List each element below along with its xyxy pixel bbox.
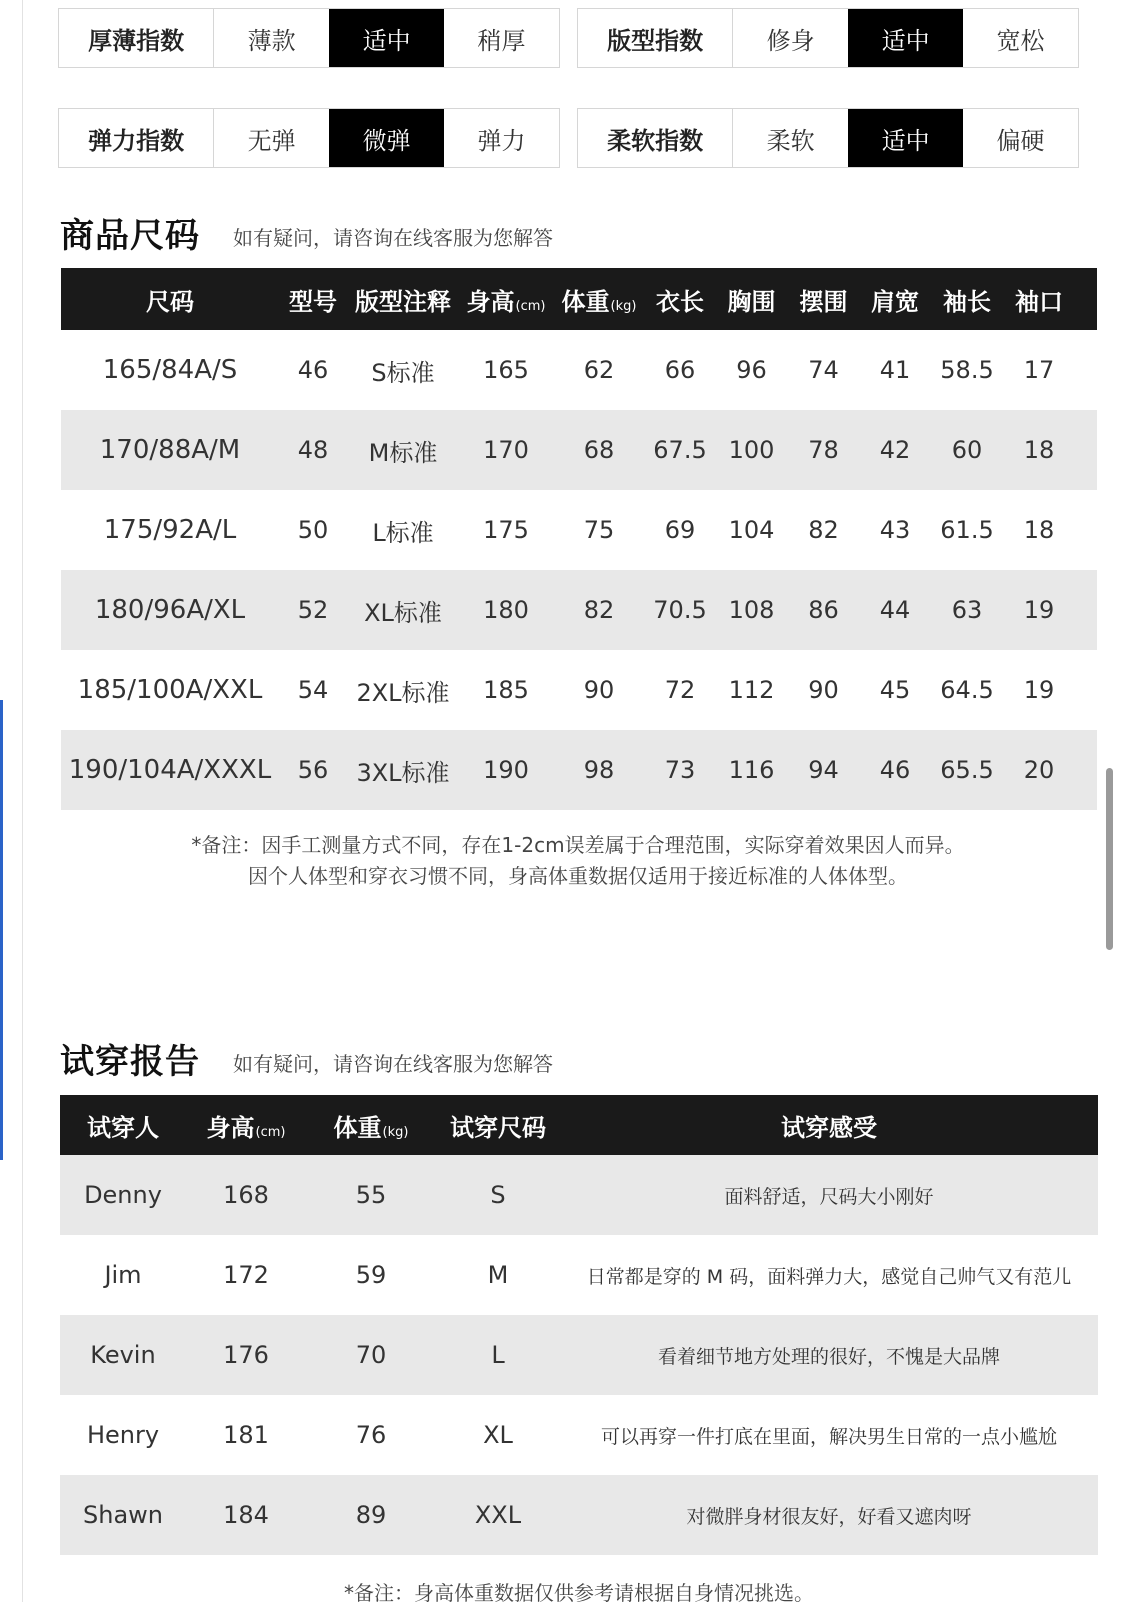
try-table bbox=[60, 1095, 1098, 1555]
size-table-cell: 19 bbox=[1023, 676, 1055, 704]
page-left-accent bbox=[0, 700, 3, 1160]
try-table-cell: Kevin bbox=[90, 1341, 156, 1369]
attr-group-thickness bbox=[58, 8, 560, 68]
try-table-cell: Denny bbox=[84, 1181, 162, 1209]
size-table-cell: 43 bbox=[879, 516, 911, 544]
try-table-cell: 172 bbox=[223, 1261, 269, 1289]
try-header-cell: 试穿尺码 bbox=[450, 1113, 546, 1142]
size-table-cell: 175 bbox=[483, 516, 529, 544]
size-header-cell: 版型注释 bbox=[355, 287, 451, 316]
size-table-cell: 52 bbox=[297, 596, 329, 624]
size-note-line-1: *备注：因手工测量方式不同，存在1-2cm误差属于合理范围，实际穿着效果因人而异。 bbox=[191, 833, 965, 857]
size-table-cell: 46 bbox=[297, 356, 329, 384]
size-table-row bbox=[61, 330, 1097, 410]
size-table-cell: 175/92A/L bbox=[103, 515, 237, 545]
size-table-cell: 19 bbox=[1023, 596, 1055, 624]
attr-group-softness bbox=[577, 108, 1079, 168]
size-table-cell: 170/88A/M bbox=[99, 435, 241, 465]
size-table-cell: 190/104A/XXXL bbox=[68, 755, 272, 785]
attr-option-stiff: 偏硬 bbox=[996, 126, 1045, 155]
size-section-subtitle: 如有疑问，请咨询在线客服为您解答 bbox=[233, 226, 553, 250]
try-table-cell: 76 bbox=[355, 1421, 387, 1449]
try-table-cell: 70 bbox=[355, 1341, 387, 1369]
size-table-cell: S标准 bbox=[371, 358, 435, 387]
try-feedback-cell: 面料舒适，尺码大小刚好 bbox=[724, 1185, 934, 1208]
try-header-cell: 试穿人 bbox=[87, 1113, 159, 1142]
try-feedback-cell: 可以再穿一件打底在里面，解决男生日常的一点小尴尬 bbox=[600, 1425, 1057, 1448]
size-table-cell: M标准 bbox=[368, 438, 438, 467]
size-table-cell: 82 bbox=[808, 516, 839, 544]
try-table-cell: 89 bbox=[355, 1501, 387, 1529]
size-table-row bbox=[61, 410, 1097, 490]
attr-option-slight-stretch: 微弹 bbox=[329, 109, 444, 167]
try-table-row bbox=[60, 1395, 1098, 1475]
size-table-cell: 61.5 bbox=[940, 516, 994, 544]
size-table-cell: 74 bbox=[808, 356, 839, 384]
size-table-cell: 94 bbox=[808, 756, 839, 784]
size-table-cell: 108 bbox=[728, 596, 775, 624]
attr-group-elasticity bbox=[58, 108, 560, 168]
size-table-cell: 90 bbox=[808, 676, 839, 704]
size-table-cell: 170 bbox=[483, 436, 529, 464]
size-header-cell: 袖口 bbox=[1015, 287, 1063, 316]
size-table-cell: XL标准 bbox=[364, 598, 442, 627]
attr-option-thin: 薄款 bbox=[247, 26, 296, 55]
size-table-cell: 98 bbox=[583, 756, 615, 784]
size-table-cell: 18 bbox=[1023, 436, 1055, 464]
attr-group-fit bbox=[577, 8, 1079, 68]
size-section-title: 商品尺码 bbox=[60, 216, 200, 256]
try-table-cell: Jim bbox=[104, 1261, 142, 1289]
size-table-cell: 63 bbox=[951, 596, 983, 624]
size-table-cell: 104 bbox=[728, 516, 775, 544]
size-table-cell: 60 bbox=[951, 436, 983, 464]
attr-option-no-stretch: 无弹 bbox=[247, 126, 296, 155]
try-table-header bbox=[60, 1095, 1098, 1155]
size-table-cell: 72 bbox=[664, 676, 696, 704]
size-table-cell: 185 bbox=[483, 676, 529, 704]
size-header-cell: 肩宽 bbox=[871, 287, 919, 316]
try-table-cell: 184 bbox=[223, 1501, 269, 1529]
size-table-cell: 3XL标准 bbox=[356, 758, 450, 787]
size-table-cell: 58.5 bbox=[940, 356, 994, 384]
size-table-header bbox=[61, 268, 1097, 330]
size-table-cell: 48 bbox=[297, 436, 329, 464]
try-section-title: 试穿报告 bbox=[60, 1042, 200, 1082]
size-table-cell: 180/96A/XL bbox=[94, 595, 246, 625]
try-table-cell: 181 bbox=[223, 1421, 269, 1449]
try-header-cell: 身高 (cm) bbox=[206, 1113, 286, 1142]
try-table-cell: XL bbox=[483, 1421, 513, 1449]
size-table-cell: 86 bbox=[808, 596, 839, 624]
try-header-cell: 试穿感受 bbox=[781, 1113, 877, 1142]
size-table-cell: 45 bbox=[879, 676, 911, 704]
try-feedback-cell: 看着细节地方处理的很好，不愧是大品牌 bbox=[657, 1345, 1000, 1368]
size-header-cell: 衣长 bbox=[656, 287, 704, 316]
attr-option-thick: 稍厚 bbox=[477, 26, 526, 55]
size-table-cell: 82 bbox=[583, 596, 615, 624]
size-table-cell: 190 bbox=[483, 756, 529, 784]
size-table-row bbox=[61, 650, 1097, 730]
size-table-cell: 54 bbox=[297, 676, 329, 704]
size-table-cell: 50 bbox=[297, 516, 329, 544]
try-table-cell: M bbox=[487, 1261, 509, 1289]
size-header-cell: 尺码 bbox=[146, 287, 194, 316]
size-table-cell: 62 bbox=[583, 356, 615, 384]
attr-option-medium-thickness: 适中 bbox=[329, 9, 444, 67]
try-section-subtitle: 如有疑问，请咨询在线客服为您解答 bbox=[233, 1052, 553, 1076]
size-header-cell: 型号 bbox=[289, 287, 337, 316]
size-table-cell: 116 bbox=[728, 756, 775, 784]
size-table-cell: 165/84A/S bbox=[102, 355, 238, 385]
attr-label-elasticity: 弹力指数 bbox=[59, 109, 214, 167]
size-note-line-2: 因个人体型和穿衣习惯不同，身高体重数据仅适用于接近标准的人体体型。 bbox=[248, 864, 908, 888]
try-table-row bbox=[60, 1155, 1098, 1235]
size-table-cell: 46 bbox=[879, 756, 911, 784]
try-table-cell: 59 bbox=[355, 1261, 387, 1289]
size-table-cell: 64.5 bbox=[940, 676, 994, 704]
attr-label-thickness: 厚薄指数 bbox=[59, 9, 214, 67]
size-header-cell: 体重 (kg) bbox=[561, 287, 637, 316]
size-table-cell: 185/100A/XXL bbox=[77, 675, 263, 705]
try-table-cell: XXL bbox=[474, 1501, 522, 1529]
try-table-row bbox=[60, 1235, 1098, 1315]
try-table-body bbox=[60, 1155, 1098, 1555]
size-header-cell: 摆围 bbox=[799, 287, 848, 316]
attr-option-loose: 宽松 bbox=[996, 26, 1045, 55]
try-table-cell: L bbox=[491, 1341, 505, 1369]
size-table-cell: 70.5 bbox=[653, 596, 707, 624]
size-table-cell: 17 bbox=[1023, 356, 1055, 384]
size-table-cell: 68 bbox=[583, 436, 615, 464]
size-table-cell: 42 bbox=[879, 436, 911, 464]
try-table-cell: S bbox=[490, 1181, 506, 1209]
size-table-cell: 112 bbox=[728, 676, 775, 704]
size-header-cell: 袖长 bbox=[943, 287, 991, 316]
size-table-row bbox=[61, 570, 1097, 650]
attr-option-regular-fit: 适中 bbox=[848, 9, 963, 67]
size-table-cell: 90 bbox=[583, 676, 615, 704]
attr-label-fit: 版型指数 bbox=[578, 9, 733, 67]
size-table-cell: 41 bbox=[879, 356, 911, 384]
size-table bbox=[61, 268, 1097, 810]
size-table-cell: 78 bbox=[808, 436, 839, 464]
size-table-cell: 73 bbox=[664, 756, 696, 784]
try-table-cell: 176 bbox=[223, 1341, 269, 1369]
size-table-row bbox=[61, 730, 1097, 810]
size-table-cell: 56 bbox=[297, 756, 329, 784]
try-table-cell: 168 bbox=[223, 1181, 269, 1209]
try-feedback-cell: 日常都是穿的 M 码，面料弹力大，感觉自己帅气又有范儿 bbox=[586, 1265, 1072, 1288]
size-header-cell: 胸围 bbox=[727, 287, 776, 316]
size-table-cell: 18 bbox=[1023, 516, 1055, 544]
size-table-cell: 165 bbox=[483, 356, 529, 384]
attr-label-softness: 柔软指数 bbox=[578, 109, 733, 167]
try-note: *备注：身高体重数据仅供参考请根据自身情况挑选。 bbox=[344, 1581, 814, 1605]
size-table-cell: 66 bbox=[664, 356, 696, 384]
size-table-cell: 20 bbox=[1023, 756, 1055, 784]
size-table-cell: 100 bbox=[728, 436, 775, 464]
attr-option-stretch: 弹力 bbox=[477, 126, 526, 155]
size-table-cell: 67.5 bbox=[653, 436, 707, 464]
try-table-row bbox=[60, 1315, 1098, 1395]
try-table-cell: 55 bbox=[355, 1181, 387, 1209]
try-feedback-cell: 对微胖身材很友好，好看又遮肉呀 bbox=[686, 1505, 972, 1528]
size-table-cell: 44 bbox=[879, 596, 911, 624]
size-header-cell: 身高 (cm) bbox=[466, 287, 546, 316]
size-table-cell: 96 bbox=[736, 356, 767, 384]
attr-option-slim: 修身 bbox=[766, 26, 815, 55]
size-table-cell: 65.5 bbox=[940, 756, 994, 784]
scrollbar-thumb[interactable] bbox=[1106, 768, 1113, 950]
page-left-divider bbox=[22, 0, 23, 1602]
size-table-cell: 75 bbox=[583, 516, 615, 544]
attr-option-medium-softness: 适中 bbox=[848, 109, 963, 167]
size-table-cell: L标准 bbox=[372, 518, 434, 547]
try-header-cell: 体重 (kg) bbox=[333, 1113, 409, 1142]
size-table-cell: 2XL标准 bbox=[356, 678, 450, 707]
size-table-row bbox=[61, 490, 1097, 570]
size-table-body bbox=[61, 330, 1097, 810]
size-table-cell: 69 bbox=[664, 516, 696, 544]
try-table-cell: Shawn bbox=[83, 1501, 163, 1529]
attr-option-soft: 柔软 bbox=[766, 126, 815, 155]
try-table-cell: Henry bbox=[86, 1421, 160, 1449]
try-table-row bbox=[60, 1475, 1098, 1555]
size-table-cell: 180 bbox=[483, 596, 529, 624]
